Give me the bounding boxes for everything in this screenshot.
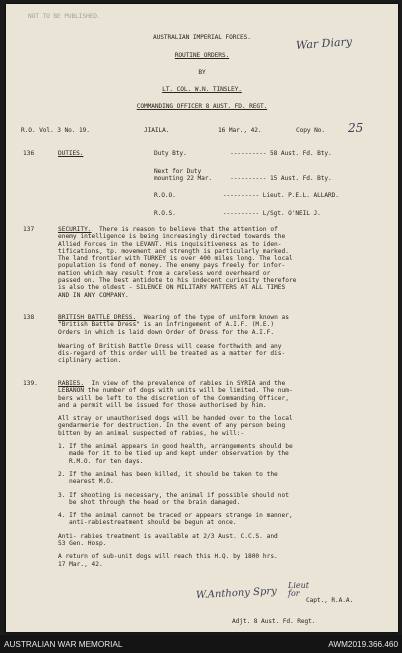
rabies-point-3-cont: be shot through the head or the brain damaged.	[69, 498, 241, 506]
item-139-line: In view of the prevalence of rabies in SYRIA and the	[91, 380, 286, 387]
item-136-title: DUTIES.	[58, 150, 84, 157]
item-137-line: There is reason to believe that the attention of	[98, 226, 278, 233]
rabies-treatment-line: Anti- rabies treatment is available at 2/3 Aust. C.C.S. and	[58, 532, 278, 540]
document-page	[6, 4, 398, 632]
item-139-line: gendarmerie for destruction. In the event of any person being	[58, 422, 286, 430]
duty-row-2a: Next for Duty	[154, 168, 202, 175]
item-138-line: "British Battle Dress" is an infringement of A.I.F. (M.E.)	[58, 321, 275, 329]
reference-place: JIAILA.	[144, 127, 170, 134]
header-line-2: ROUTINE ORDERS.	[174, 52, 230, 59]
signatory-rank: Capt., R.A.A.	[306, 597, 354, 604]
archive-footer	[0, 635, 402, 653]
rabies-point-1: 1. If the animal appears in good health, arrangements should be	[58, 443, 293, 451]
item-137-line: enemy intelligence is being increasingly directed towards the	[58, 233, 286, 241]
duty-row-3: R.O.O. ---------- Lieut. P.E.L. ALLARD.	[154, 192, 339, 199]
item-137-number: 137	[23, 226, 35, 233]
handwritten-rank-note: Lieut for	[288, 581, 309, 598]
item-139-line: bitten by an animal suspected of rabies, he will:-	[58, 429, 245, 437]
item-139-line: bers will be left to the discretion of the Commanding Officer,	[58, 394, 289, 402]
item-137-line: The land frontier with TURKEY is over 400 miles long. The local	[58, 255, 293, 263]
footer-accession-number: AWM2019.366.460	[328, 640, 398, 649]
handwritten-war-diary-note: War Diary	[295, 35, 353, 52]
item-137-body	[58, 226, 376, 299]
item-137-line: mation which may result from a careless word overheard or	[58, 269, 271, 277]
duty-row-2b: mounting 22 Mar. ---------- 15 Aust. Fd. Bty.	[154, 175, 332, 182]
item-138-line: Wearing of British Battle Dress will cease forthwith and any	[58, 342, 282, 350]
item-139-line: LEBANON the number of dogs with units will be limited. The num-	[58, 387, 293, 395]
header-line-3: BY	[198, 69, 206, 76]
classification-stamp: NOT TO BE PUBLISHED.	[28, 13, 101, 20]
copy-label: Copy No.	[296, 127, 326, 134]
item-137-line: population is fond of money. The enemy pays freely for infor-	[58, 262, 286, 270]
item-139-body	[58, 380, 376, 568]
item-137-line: passed on. The best antidote to his indecent curiosity therefore	[58, 277, 297, 285]
item-137-line: Allied Forces in the LEVANT. His inquisitiveness as to iden-	[58, 240, 282, 248]
footer-institution: AUSTRALIAN WAR MEMORIAL	[4, 640, 123, 649]
item-137-line: tifications, tp. movement and strength is particularly marked.	[58, 247, 289, 255]
item-138-body	[58, 314, 376, 365]
item-139-line: All stray or unauthorised dogs will be handed over to the local	[58, 415, 293, 423]
reference-volume: R.O. Vol. 3 No. 19.	[21, 127, 90, 134]
item-138-line: Orders in which is laid down Order of Dress for the A.I.F.	[58, 328, 275, 336]
rabies-point-1-cont: made for it to be tied up and kept under observation by the	[69, 450, 289, 458]
item-137-title: SECURITY.	[58, 226, 92, 233]
item-139-title: RABIES.	[58, 380, 85, 387]
duty-row-4: R.O.S. ---------- L/Sgt. O'NEIL J.	[154, 210, 321, 217]
rabies-treatment-line: 53 Gen. Hosp.	[58, 540, 107, 548]
header-line-5: COMMANDING OFFICER 8 AUST. FD. REGT.	[136, 103, 268, 110]
duty-row-1: Duty Bty. ---------- 58 Aust. Fd. Bty.	[154, 150, 332, 157]
item-139-line: and a permit will be issued for those authorised by him.	[58, 401, 267, 409]
header-line-4: LT. COL. W.N. TINSLEY.	[162, 86, 242, 93]
signatory-title: Adjt. 8 Aust. Fd. Regt.	[232, 618, 316, 625]
rabies-point-3: 3. If shooting is necessary, the animal if possible should not	[58, 491, 289, 499]
copy-number: 25	[348, 121, 364, 135]
header-line-1: AUSTRALIAN IMPERIAL FORCES.	[153, 34, 251, 41]
rabies-point-1-cont: R.M.O. for ten days.	[69, 457, 144, 465]
item-137-line: AND IN ANY COMPANY.	[58, 291, 129, 299]
item-138-number: 138	[23, 314, 35, 321]
rabies-point-4-cont: anti-rabiestreatment should be begun at once.	[69, 519, 237, 527]
item-138-line: ciplinary action.	[58, 357, 122, 365]
rabies-point-2-cont: nearest M.O.	[69, 478, 114, 486]
item-138-line: dis-regard of this order will be treated as a matter for dis-	[58, 350, 286, 358]
item-138-title: BRITISH BATTLE DRESS.	[58, 314, 137, 321]
item-136-number: 136	[23, 150, 35, 157]
rabies-point-4: 4. If the animal cannot be traced or appears strange in manner,	[58, 512, 293, 520]
rabies-point-2: 2. If the animal has been killed, it should be taken to the	[58, 470, 278, 478]
handwritten-signature: W.Anthony Spry	[195, 585, 278, 602]
item-138-line: Wearing of the type of uniform known as	[143, 314, 289, 321]
item-139-number: 139.	[23, 380, 38, 387]
reference-date: 16 Mar., 42.	[218, 127, 262, 134]
dog-return-line: A return of sub-unit dogs will reach this H.Q. by 1800 hrs.	[58, 553, 278, 561]
item-137-line: is also the oldest - SILENCE ON MILITARY MATTERS AT ALL TIMES	[58, 284, 286, 292]
dog-return-line: 17 Mar., 42.	[58, 560, 103, 568]
